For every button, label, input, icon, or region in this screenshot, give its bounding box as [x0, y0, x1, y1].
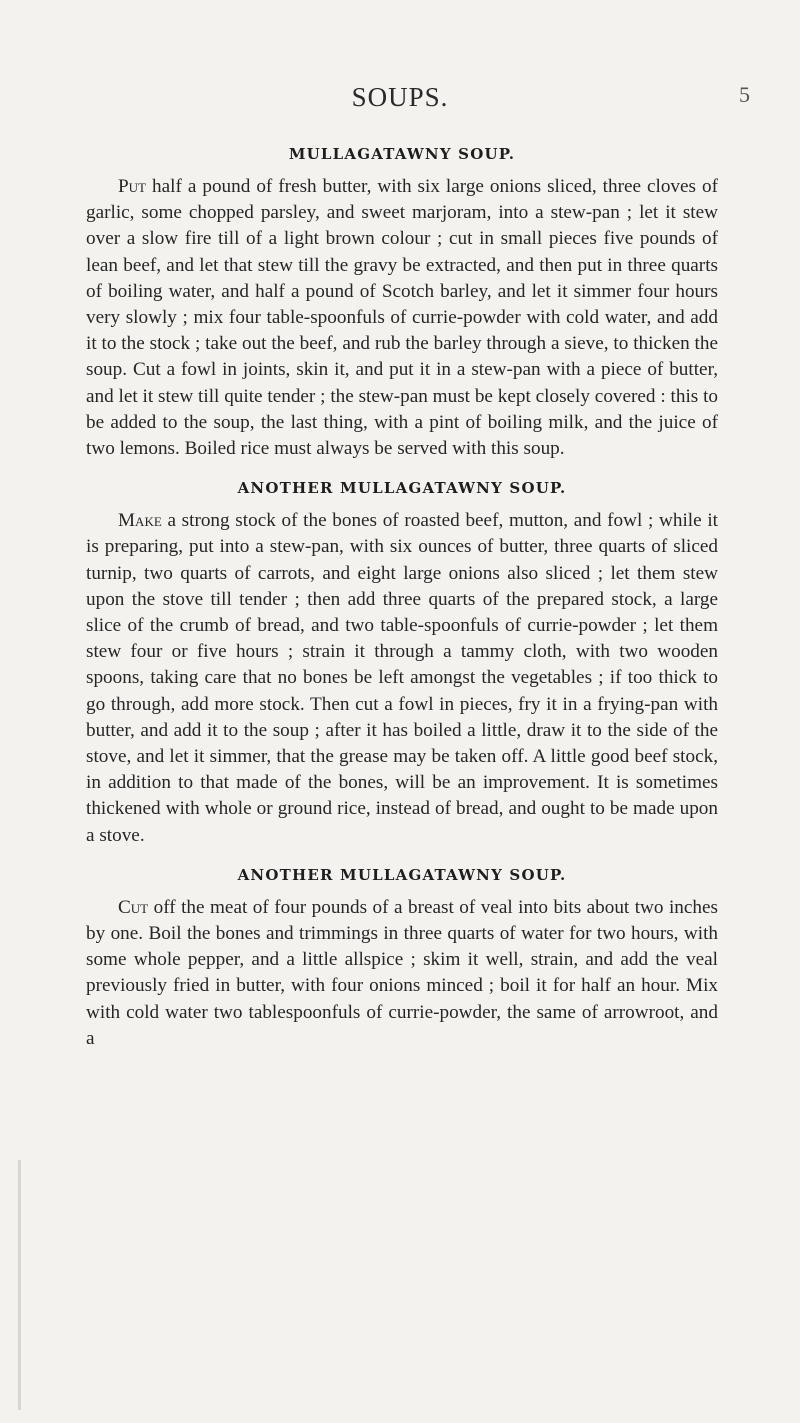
- recipe-title: MULLAGATAWNY SOUP.: [288, 145, 516, 163]
- page-content: [86, 142, 718, 1066]
- recipe-body: a strong stock of the bones of roasted beef, mutton, and fowl ; while it is preparing, put into a stew-pan, with six ounces of butter, three quarts of sliced turnip, two quarts of carrots, and eight large onions also sliced ; let them stew upon the stove till tender ; then add three quarts of the prepared stock, a large slice of the crumb of bread, and two table-spoonfuls of currie-powder ; let them stew four or five hours ; strain it through a tammy cloth, with two wooden spoons, taking care that no bones be left amongst the vegetables ; if too thick to go through, add more stock. Then cut a fowl in pieces, fry it in a frying-pan with butter, and add it to the soup ; after it has boiled a little, draw it to the side of the stove, and let it simmer, that the grease may be taken off. A little good beef stock, in addition to that made of the bones, will be an improvement. It is sometimes thickened with whole or ground rice, instead of bread, and ought to be made upon a stove.: [86, 510, 718, 846]
- recipe-lead-word: Make: [118, 510, 162, 532]
- recipe-title: ANOTHER MULLAGATAWNY SOUP.: [237, 479, 567, 498]
- recipe-body: off the meat of four pounds of a breast of veal into bits about two inches by one. Boil the bones and trimmings in three quarts of water for two hours, with some whole pepper, and a little allspice ; skim it well, strain, and add the veal previously fried in butter, with four onions minced ; boil it for half an hour. Mix with cold water two tablespoonfuls of currie-powder, the same of arrowroot, and a: [86, 896, 718, 1049]
- recipe-body: half a pound of fresh butter, with six large onions sliced, three cloves of garlic, some chopped parsley, and sweet marjoram, into a stew-pan ; let it stew over a slow fire till of a light brown colour ; cut in small pieces five pounds of lean beef, and let that stew till the gravy be extracted, and then put in three quarts of boiling water, and half a pound of Scotch barley, and let it simmer four hours very slowly ; mix four table-spoonfuls of currie-powder with cold water, and add it to the stock ; take out the beef, and rub the barley through a sieve, to thicken the soup. Cut a fowl in joints, skin it, and put it in a stew-pan with a piece of butter, and let it stew till quite tender ; the stew-pan must be kept closely covered : this to be added to the soup, the last thing, with a pint of boiling milk, and the juice of two lemons. Boiled rice must always be served with this soup.: [86, 176, 718, 460]
- recipe-text: [86, 895, 718, 1052]
- recipe-text: [86, 174, 718, 462]
- recipe-title: ANOTHER MULLAGATAWNY SOUP.: [237, 865, 567, 884]
- recipe-another-mullagatawny-soup-1: [86, 476, 718, 849]
- recipe-text: [86, 508, 718, 849]
- page-number: 5: [739, 82, 750, 107]
- recipe-another-mullagatawny-soup-2: [86, 863, 718, 1052]
- recipe-lead-word: Put: [118, 176, 147, 197]
- running-title: SOUPS.: [351, 82, 449, 112]
- running-head: [0, 82, 800, 122]
- recipe-lead-word: Cut: [118, 896, 149, 918]
- page-edge-shadow: [18, 1160, 21, 1410]
- recipe-mullagatawny-soup: [86, 142, 718, 462]
